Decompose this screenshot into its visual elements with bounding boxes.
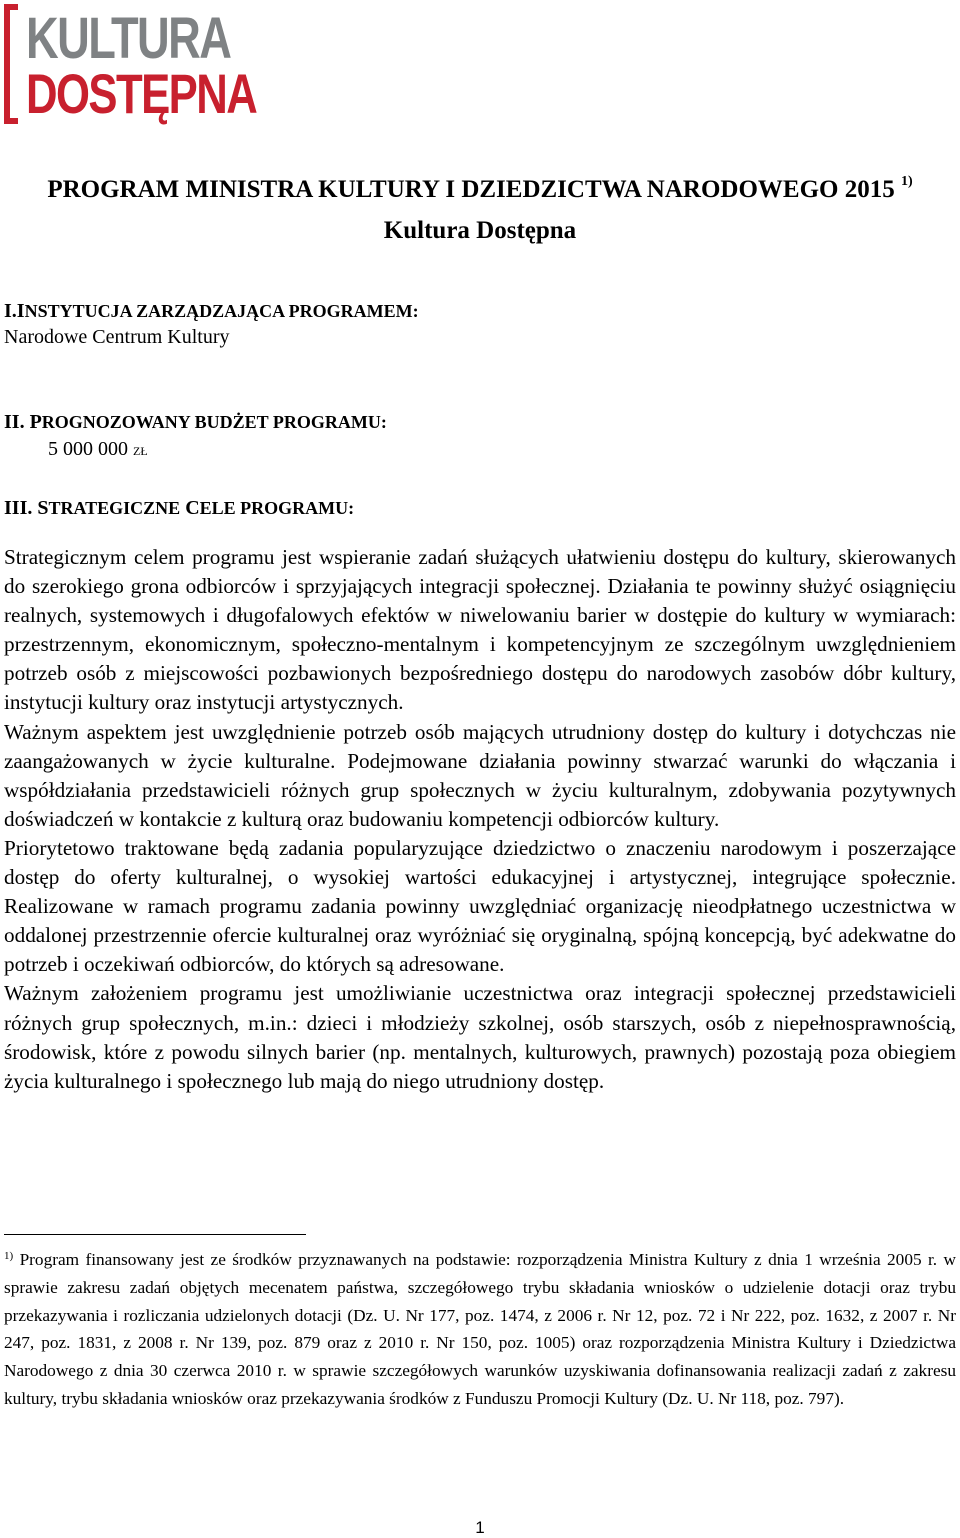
budget-amount: 5 000 000 — [48, 438, 128, 460]
document-title — [0, 176, 960, 204]
document-title-text: PROGRAM MINISTRA KULTURY I DZIEDZICTWA NARODOWEGO 2015 — [47, 176, 895, 203]
page-number: 1 — [475, 1518, 485, 1537]
section-heading-1 — [4, 300, 419, 323]
section-heading-text: TRATEGICZNE — [48, 498, 181, 518]
section-heading-initial: P — [29, 411, 42, 433]
footnote-marker: 1) — [4, 1250, 14, 1262]
budget-currency: zł — [133, 440, 148, 459]
section-heading-initial: I — [16, 300, 25, 322]
footnote-ref: 1) — [900, 174, 913, 189]
paragraph: Strategicznym celem programu jest wspieranie zadań służących ułatwieniu dostępu do kultury, skierowanych do szerokiego grona odbiorców i sprzyjających integracji społecznej. Działania te powinny służyć osiągnięciu realnych, systemowych i długofalowych efektów w niwelowaniu barier w dostępie do kultury w wymiarach: przestrzennym, ekonomicznym, społeczno-mentalnym i kompetencyjnym ze szczególnym uwzględnieniem potrzeb osób z miejscowości pozbawionych bezpośredniego dostępu do narodowych zasobów dóbr kultury, instytucji kultury oraz instytucji artystycznych. — [4, 545, 956, 715]
document-subtitle: Kultura Dostępna — [383, 217, 577, 244]
section-number: II. — [4, 411, 25, 433]
section-heading-initial: S — [37, 497, 49, 519]
logo-word-kultura: KULTURA — [26, 6, 231, 71]
footnote — [4, 1246, 956, 1413]
paragraph: Priorytetowo traktowane będą zadania popularyzujące dziedzictwo o znaczeniu narodowym i poszerzające dostęp do oferty kulturalnej, o wysokiej wartości edukacyjnej i artystycznej, integrujące społecznie. Realizowane w ramach programu zadania powinny uwzględniać organizację nieodpłatnego uczestnictwa w oddalonej przestrzennie ofercie kulturalnej oraz wyróżniać się oryginalną, spójną koncepcją, być adekwatne do potrzeb i oczekiwań odbiorców, do których są adresowane. — [4, 835, 956, 977]
footnote-separator — [4, 1234, 306, 1235]
section-number: I. — [4, 300, 17, 322]
section-heading-initial: C — [185, 497, 200, 519]
paragraph: Ważnym założeniem programu jest umożliwianie uczestnictwa oraz integracji społecznej przedstawicieli różnych grup społecznych, m.in.: dzieci i młodzieży szkolnej, osób starszych, osób z niepełnosprawnością, środowisk, które z powodu silnych barier (np. mentalnych, kulturowych, prawnych) pozostają poza obiegiem życia kulturalnego i społecznego lub mają do niego utrudniony dostęp. — [4, 981, 956, 1093]
program-goals-text — [4, 543, 956, 1096]
budget-value — [48, 438, 148, 461]
logo-bracket — [4, 4, 18, 124]
managing-institution: Narodowe Centrum Kultury — [4, 326, 230, 348]
footnote-text: Program finansowany jest ze środków przyznawanych na podstawie: rozporządzenia Ministra Kultury z dnia 1 września 2005 r. w sprawie zakresu zadań objętych mecenatem państwa, szczegółowego trybu składania wniosków o udzielenie dotacji oraz trybu przekazywania i rozliczania udzielonych dotacji (Dz. U. Nr 177, poz. 1474, z 2006 r. Nr 12, poz. 72 i Nr 222, poz. 1632, z 2007 r. Nr 247, poz. 1831, z 2008 r. Nr 139, poz. 879 oraz z 2010 r. Nr 150, poz. 1005) oraz rozporządzenia Ministra Kultury i Dziedzictwa Narodowego z dnia 30 czerwca 2010 r. w sprawie szczegółowych warunków uzyskiwania dofinansowania realizacji zadań z zakresu kultury, trybu składania wniosków oraz przekazywania środków z Funduszu Promocji Kultury (Dz. U. Nr 118, poz. 797). — [4, 1250, 956, 1408]
logo-word-dostepna: DOSTĘPNA — [26, 62, 257, 125]
section-heading-text: ROGNOZOWANY BUDŻET PROGRAMU: — [41, 412, 387, 432]
section-heading-2 — [4, 411, 387, 434]
section-heading-text: NSTYTUCJA ZARZĄDZAJĄCA PROGRAMEM: — [24, 301, 419, 321]
paragraph: Ważnym aspektem jest uwzględnienie potrzeb osób mających utrudniony dostęp do kultury i dotychczas nie zaangażowanych w życie kulturalne. Podejmowane działania powinny stwarzać warunki do włączania i współdziałania przedstawicieli różnych grup społecznych w życiu kulturalnym, zdobywania pozytywnych doświadczeń w kontakcie z kulturą oraz budowaniu kompetencji odbiorców kultury. — [4, 719, 956, 831]
section-number: III. — [4, 497, 33, 519]
kultura-dostepna-logo — [4, 4, 257, 126]
section-heading-text: ELE PROGRAMU: — [199, 498, 355, 518]
section-heading-3 — [4, 497, 354, 520]
